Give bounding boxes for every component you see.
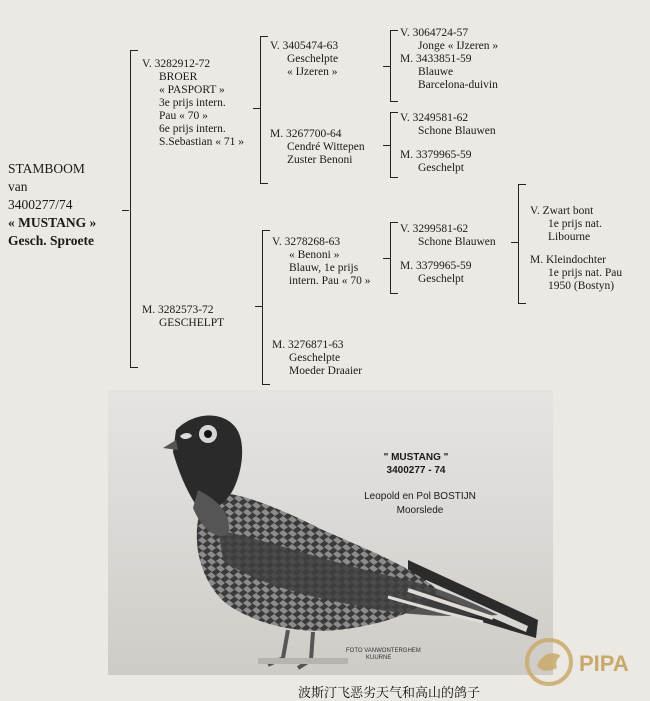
title-van: van: [8, 179, 28, 194]
photo-credit-line: KUURNE: [366, 655, 392, 661]
pedigree-line: GESCHELPT: [159, 317, 225, 329]
ring-number: M. Kleindochter: [530, 254, 607, 266]
pedigree-line: Libourne: [548, 231, 591, 243]
brace-gen3-ff: [390, 30, 391, 102]
brace-gen2-mother: [262, 230, 263, 385]
ring-number: V. 3282912-72: [142, 58, 211, 70]
photo-number: 3400277 - 74: [386, 465, 446, 476]
brace-gen3-ff-tip: [383, 66, 390, 67]
pedigree-line: « IJzeren »: [287, 66, 338, 78]
pedigree-line: S.Sebastian « 71 »: [159, 136, 244, 148]
pipa-pigeon-icon: [523, 636, 643, 688]
title-stamboom: STAMBOOM: [8, 161, 85, 176]
pedigree-line: « Benoni »: [289, 249, 340, 261]
chinese-caption: 波斯汀飞恶劣天气和高山的鸽子: [298, 686, 481, 701]
gen2-fm: [270, 128, 365, 167]
brace-gen2-mother-tip: [255, 306, 262, 307]
gen2-mm: [272, 339, 362, 378]
brace-gen3-fm-tip: [383, 145, 390, 146]
gen4-father: [530, 205, 602, 244]
brace-gen4-tip: [511, 242, 518, 243]
title-ring: 3400277/74: [8, 197, 73, 212]
ring-number: V. 3405474-63: [270, 40, 339, 52]
pigeon-illustration: [108, 390, 553, 675]
pedigree-line: Geschelpte: [289, 352, 341, 364]
photo-name: " MUSTANG ": [383, 452, 449, 463]
pedigree-line: Geschelpte: [287, 53, 339, 65]
ring-number: M. 3433851-59: [400, 53, 472, 65]
ring-number: M. 3267700-64: [270, 128, 342, 140]
pedigree-line: Jonge « IJzeren »: [418, 40, 499, 52]
brace-gen2-father: [260, 36, 261, 184]
photo-place: Moorslede: [396, 505, 444, 516]
pedigree-line: Zuster Benoni: [287, 154, 353, 166]
gen3-fmf: [400, 112, 496, 138]
ring-number: V. 3249581-62: [400, 112, 469, 124]
gen1-father: [142, 58, 244, 149]
brace-gen2-father-tip: [253, 108, 260, 109]
gen3-fff: [400, 27, 498, 53]
title-color: Gesch. Sproete: [8, 233, 94, 248]
pedigree-line: Moeder Draaier: [289, 365, 363, 377]
pedigree-line: 6e prijs intern.: [159, 123, 226, 135]
gen1-mother: [142, 304, 224, 330]
pedigree-line: Cendré Wittepen: [287, 141, 365, 153]
photo-owner: Leopold en Pol BOSTIJN: [364, 491, 476, 502]
ring-number: V. 3064724-57: [400, 27, 469, 39]
title-name: « MUSTANG »: [8, 215, 97, 230]
brace-gen3-mf-tip: [383, 258, 390, 259]
gen3-ffm: [400, 53, 498, 92]
pedigree-line: Blauw, 1e prijs: [289, 262, 359, 274]
ring-number: M. 3282573-72: [142, 304, 214, 316]
pedigree-line: 3e prijs intern.: [159, 97, 226, 109]
pedigree-line: intern. Pau « 70 »: [289, 275, 371, 287]
pedigree-line: BROER: [159, 71, 198, 83]
pedigree-line: 1e prijs nat. Pau: [548, 267, 623, 279]
pedigree-line: Blauwe: [418, 66, 454, 78]
ring-number: V. 3278268-63: [272, 236, 341, 248]
pedigree-line: Schone Blauwen: [418, 236, 496, 248]
pigeon-photo: [108, 390, 553, 675]
pedigree-line: Pau « 70 »: [159, 110, 208, 122]
pedigree-title: [8, 160, 96, 250]
photo-credit-line: FOTO VANWONTERGHEM: [346, 648, 421, 654]
brace-gen3-fm: [390, 112, 391, 178]
pedigree-line: « PASPORT »: [159, 84, 225, 96]
pedigree-line: 1e prijs nat.: [548, 218, 602, 230]
pedigree-line: Geschelpt: [418, 273, 464, 285]
brace-gen4: [518, 184, 519, 304]
ring-number: V. Zwart bont: [530, 205, 594, 217]
photo-credit: [346, 648, 421, 662]
gen3-mfm: [400, 260, 472, 286]
ring-number: M. 3379965-59: [400, 149, 472, 161]
gen4-mother: [530, 254, 622, 293]
pipa-logo: [523, 636, 643, 688]
pedigree-line: 1950 (Bostyn): [548, 280, 615, 292]
brace-gen1-tip: [122, 210, 129, 211]
brace-gen3-mf: [390, 222, 391, 294]
pedigree-line: Schone Blauwen: [418, 125, 496, 137]
gen3-fmm: [400, 149, 472, 175]
pipa-logo-text: PIPA: [579, 651, 629, 676]
ring-number: V. 3299581-62: [400, 223, 469, 235]
gen2-ff: [270, 40, 338, 79]
brace-gen1: [130, 50, 131, 368]
gen3-mff: [400, 223, 496, 249]
pedigree-line: Geschelpt: [418, 162, 464, 174]
gen2-mf: [272, 236, 370, 288]
ring-number: M. 3379965-59: [400, 260, 472, 272]
ring-number: M. 3276871-63: [272, 339, 344, 351]
pedigree-line: Barcelona-duivin: [418, 79, 498, 91]
